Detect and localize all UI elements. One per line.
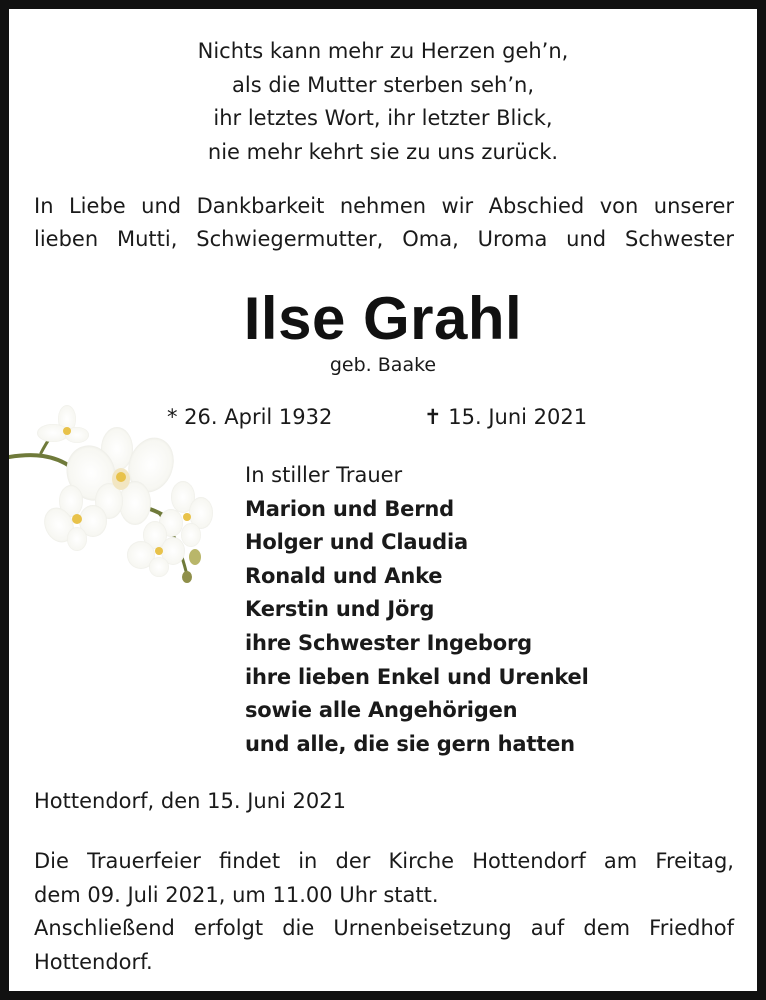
mourner-entry: Kerstin und Jörg xyxy=(245,597,435,622)
mourner-entry: Ronald und Anke xyxy=(245,563,443,588)
orchid-icon xyxy=(9,401,219,587)
mourner-entry: Holger und Claudia xyxy=(245,530,468,555)
mourners-lead: In stiller Trauer xyxy=(245,463,403,487)
memorial-poem xyxy=(9,35,757,169)
intro-line: lieben Mutti, Schwiegermutter, Oma, Uroma und Schwester xyxy=(34,227,734,251)
mourner-entry: und alle, die sie gern hatten xyxy=(245,731,575,756)
death-date: ✝ 15. Juni 2021 xyxy=(424,405,588,429)
mourner-entry: ihre lieben Enkel und Urenkel xyxy=(245,664,589,689)
service-line: Anschließend erfolgt die Urnenbeisetzung auf dem Friedhof xyxy=(34,916,734,940)
funeral-service-info xyxy=(34,845,734,979)
birth-date: * 26. April 1932 xyxy=(167,405,333,429)
farewell-intro xyxy=(34,190,734,256)
mourner-entry: Marion und Bernd xyxy=(245,496,454,521)
service-line: Hottendorf. xyxy=(34,949,153,974)
mourner-entry: sowie alle Angehörigen xyxy=(245,698,518,723)
place-and-date: Hottendorf, den 15. Juni 2021 xyxy=(34,789,346,813)
maiden-name: geb. Baake xyxy=(329,354,437,376)
mourners-list xyxy=(245,459,589,761)
mourner-entry: ihre Schwester Ingeborg xyxy=(245,630,532,655)
poem-line: als die Mutter sterben seh’n, xyxy=(232,72,534,97)
poem-line: nie mehr kehrt sie zu uns zurück. xyxy=(207,139,559,164)
deceased-name: Ilse Grahl xyxy=(243,285,523,352)
poem-line: ihr letztes Wort, ihr letzter Blick, xyxy=(213,106,553,131)
service-line: dem 09. Juli 2021, um 11.00 Uhr statt. xyxy=(34,882,439,907)
intro-line: In Liebe und Dankbarkeit nehmen wir Abschied von unserer xyxy=(34,194,734,218)
service-line: Die Trauerfeier findet in der Kirche Hottendorf am Freitag, xyxy=(34,849,734,873)
poem-line: Nichts kann mehr zu Herzen geh’n, xyxy=(197,39,569,63)
